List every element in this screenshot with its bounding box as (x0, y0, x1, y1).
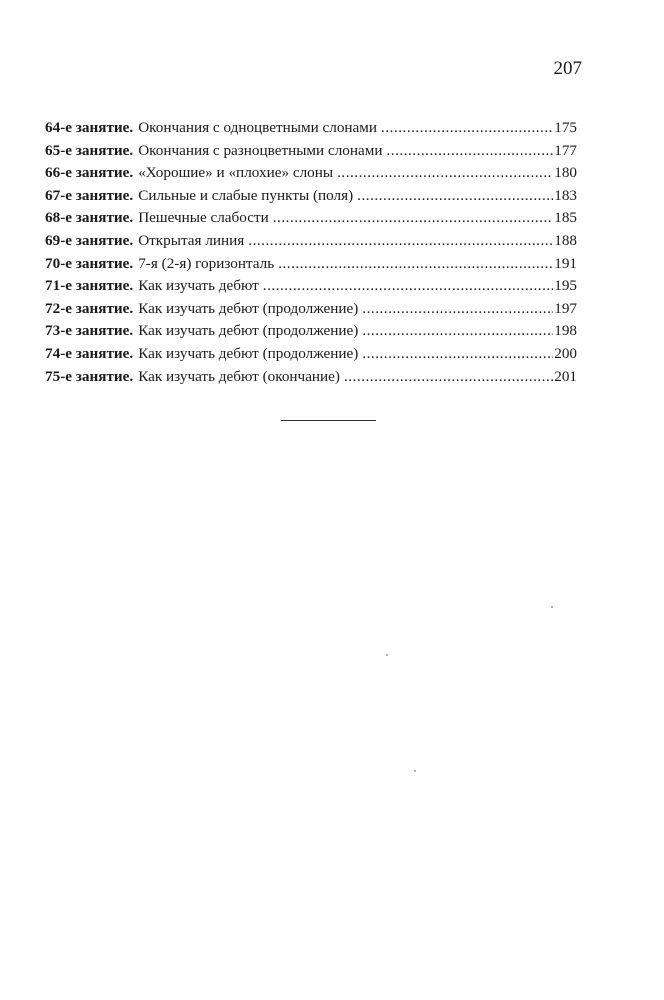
toc-dot-leader (248, 230, 553, 253)
toc-dot-leader (362, 343, 553, 366)
toc-entry-69[interactable] (45, 230, 577, 253)
toc-lesson-label: 75-е занятие. (45, 367, 134, 385)
toc-page-number: 180 (554, 164, 577, 182)
toc-page-number: 195 (554, 277, 577, 295)
toc-entry-75[interactable] (45, 366, 577, 389)
toc-entry-70[interactable] (45, 253, 577, 276)
toc-entry-74[interactable] (45, 343, 577, 366)
toc-page-number: 191 (554, 254, 577, 272)
toc-title: Как изучать дебют (продолжение) (138, 344, 359, 362)
toc-page-number: 200 (554, 344, 577, 362)
toc-title: Как изучать дебют (продолжение) (138, 322, 359, 340)
toc-entry-71[interactable] (45, 275, 577, 298)
toc-lesson-label: 67-е занятие. (45, 186, 134, 204)
toc-entry-64[interactable] (45, 117, 577, 140)
toc-entry-68[interactable] (45, 207, 577, 230)
toc-entry-73[interactable] (45, 320, 577, 343)
scan-speck (551, 606, 553, 608)
toc-entry-72[interactable] (45, 298, 577, 321)
toc-lesson-label: 65-е занятие. (45, 141, 134, 159)
toc-lesson-label: 69-е занятие. (45, 231, 134, 249)
toc-page-number: 175 (554, 119, 577, 136)
toc-title: «Хорошие» и «плохие» слоны (138, 164, 334, 182)
toc-page-number: 201 (554, 367, 577, 385)
toc-entry-66[interactable] (45, 162, 577, 185)
toc-lesson-label: 74-е занятие. (45, 344, 134, 362)
toc-lesson-label: 72-е занятие. (45, 299, 134, 317)
toc-page-number: 183 (554, 186, 577, 204)
toc-lesson-label: 64-е занятие. (45, 119, 134, 136)
table-of-contents (45, 117, 577, 388)
toc-title: Как изучать дебют (138, 277, 259, 295)
toc-dot-leader (344, 366, 553, 389)
toc-lesson-label: 66-е занятие. (45, 164, 134, 182)
toc-page-number: 185 (554, 209, 577, 227)
toc-dot-leader (278, 253, 553, 276)
toc-title: Окончания с одноцветными слонами (138, 119, 378, 136)
toc-title: Сильные и слабые пункты (поля) (138, 186, 354, 204)
toc-title: Окончания с разноцветными слонами (138, 141, 383, 159)
toc-dot-leader (362, 320, 553, 343)
toc-dot-leader (381, 117, 553, 140)
toc-entry-67[interactable] (45, 185, 577, 208)
toc-lesson-label: 71-е занятие. (45, 277, 134, 295)
toc-title: Открытая линия (138, 231, 245, 249)
toc-dot-leader (273, 207, 553, 230)
page-number: 207 (553, 58, 582, 79)
toc-title: Как изучать дебют (окончание) (138, 367, 340, 385)
toc-lesson-label: 68-е занятие. (45, 209, 134, 227)
scan-speck (414, 770, 416, 772)
scan-speck (386, 654, 388, 656)
toc-title: Пешечные слабости (138, 209, 269, 227)
toc-page-number: 188 (554, 231, 577, 249)
toc-page-number: 197 (554, 299, 577, 317)
toc-dot-leader (357, 185, 553, 208)
toc-dot-leader (387, 140, 554, 163)
toc-dot-leader (362, 298, 553, 321)
toc-title: 7-я (2-я) горизонталь (138, 254, 275, 272)
toc-lesson-label: 70-е занятие. (45, 254, 134, 272)
toc-title: Как изучать дебют (продолжение) (138, 299, 359, 317)
toc-lesson-label: 73-е занятие. (45, 322, 134, 340)
end-of-section-rule (281, 420, 376, 421)
toc-dot-leader (263, 275, 553, 298)
toc-entry-65[interactable] (45, 140, 577, 163)
toc-dot-leader (337, 162, 553, 185)
toc-page-number: 198 (554, 322, 577, 340)
toc-page-number: 177 (554, 141, 577, 159)
